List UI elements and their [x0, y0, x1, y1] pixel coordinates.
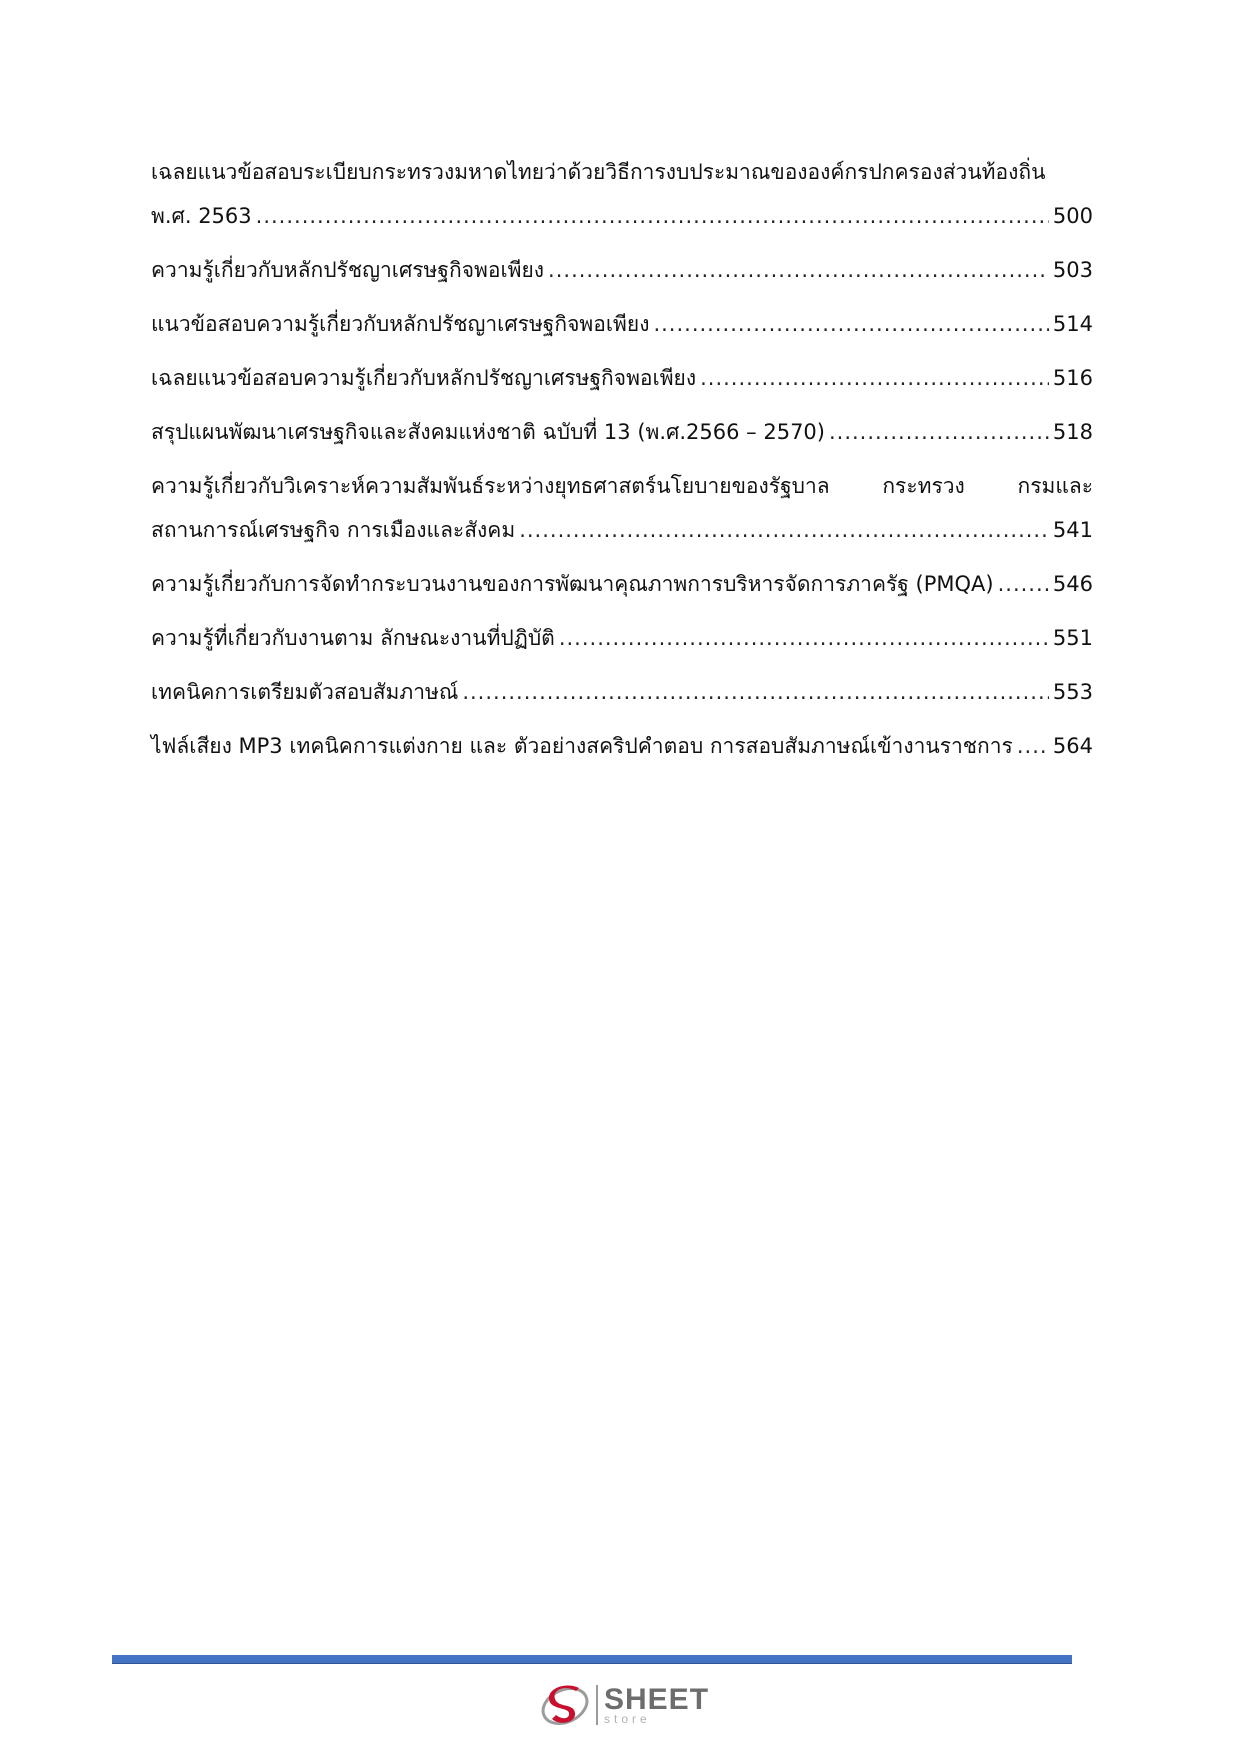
toc-entry[interactable] [151, 356, 1093, 400]
toc-entry[interactable] [151, 150, 1093, 238]
toc-leader-dots [256, 194, 1049, 238]
toc-entry-title: ไฟล์เสียง MP3 เทคนิคการแต่งกาย และ ตัวอย่างสคริปคำตอบ การสอบสัมภาษณ์เข้างานราชการ [151, 734, 1013, 758]
sheet-store-s-logo-icon [540, 1679, 592, 1731]
toc-entry-title: แนวข้อสอบความรู้เกี่ยวกับหลักปรัชญาเศรษฐกิจพอเพียง [151, 312, 650, 336]
toc-leader-dots [519, 508, 1049, 552]
toc-leader-dots [548, 248, 1049, 292]
toc-leader-dots [559, 616, 1049, 660]
toc-page-number: 516 [1052, 366, 1093, 390]
table-of-contents [151, 150, 1093, 778]
toc-entry-title: สถานการณ์เศรษฐกิจ การเมืองและสังคม [151, 518, 516, 542]
toc-leader-dots [1017, 724, 1049, 768]
toc-entry-title: ความรู้เกี่ยวกับหลักปรัชญาเศรษฐกิจพอเพียง [151, 258, 545, 282]
logo-subtitle: store [604, 1712, 651, 1726]
toc-entry[interactable] [151, 410, 1093, 454]
toc-entry[interactable] [151, 464, 1093, 552]
toc-page-number: 553 [1052, 680, 1093, 704]
toc-leader-dots [998, 562, 1049, 606]
toc-entry[interactable] [151, 724, 1093, 768]
toc-entry-title-line: ความรู้เกี่ยวกับวิเคราะห์ความสัมพันธ์ระหว่างยุทธศาสตร์นโยบายของรัฐบาล กระทรวง กรมและ [151, 474, 1093, 498]
toc-entry-title: เฉลยแนวข้อสอบความรู้เกี่ยวกับหลักปรัชญาเศรษฐกิจพอเพียง [151, 366, 697, 390]
toc-page-number: 503 [1052, 258, 1093, 282]
toc-entry-title: สรุปแผนพัฒนาเศรษฐกิจและสังคมแห่งชาติ ฉบับที่ 13 (พ.ศ.2566 – 2570) [151, 420, 825, 444]
toc-page-number: 500 [1052, 204, 1093, 228]
toc-entry-title-line: เฉลยแนวข้อสอบระเบียบกระทรวงมหาดไทยว่าด้วยวิธีการงบประมาณขององค์กรปกครองส่วนท้องถิ่น [151, 160, 1046, 184]
toc-entry[interactable] [151, 248, 1093, 292]
logo-divider [596, 1685, 598, 1725]
toc-page-number: 518 [1052, 420, 1093, 444]
toc-entry[interactable] [151, 616, 1093, 660]
toc-entry[interactable] [151, 302, 1093, 346]
toc-entry-title: เทคนิคการเตรียมตัวสอบสัมภาษณ์ [151, 680, 459, 704]
toc-entry-title: ความรู้เกี่ยวกับการจัดทำกระบวนงานของการพัฒนาคุณภาพการบริหารจัดการภาครัฐ (PMQA) [151, 572, 994, 596]
toc-leader-dots [700, 356, 1049, 400]
footer-logo [540, 1677, 709, 1733]
toc-page-number: 546 [1052, 572, 1093, 596]
toc-page-number: 514 [1052, 312, 1093, 336]
toc-page-number: 541 [1052, 518, 1093, 542]
logo-wordmark: SHEET [604, 1683, 710, 1716]
toc-page-number: 564 [1052, 734, 1093, 758]
toc-page-number: 551 [1052, 626, 1093, 650]
toc-entry-title: พ.ศ. 2563 [151, 204, 252, 228]
toc-leader-dots [462, 670, 1049, 714]
toc-entry-title: ความรู้ที่เกี่ยวกับงานตาม ลักษณะงานที่ปฏิบัติ [151, 626, 555, 650]
toc-leader-dots [653, 302, 1048, 346]
toc-leader-dots [829, 410, 1049, 454]
footer-divider [112, 1655, 1072, 1664]
toc-entry[interactable] [151, 670, 1093, 714]
toc-entry[interactable] [151, 562, 1093, 606]
logo-text [604, 1685, 709, 1725]
